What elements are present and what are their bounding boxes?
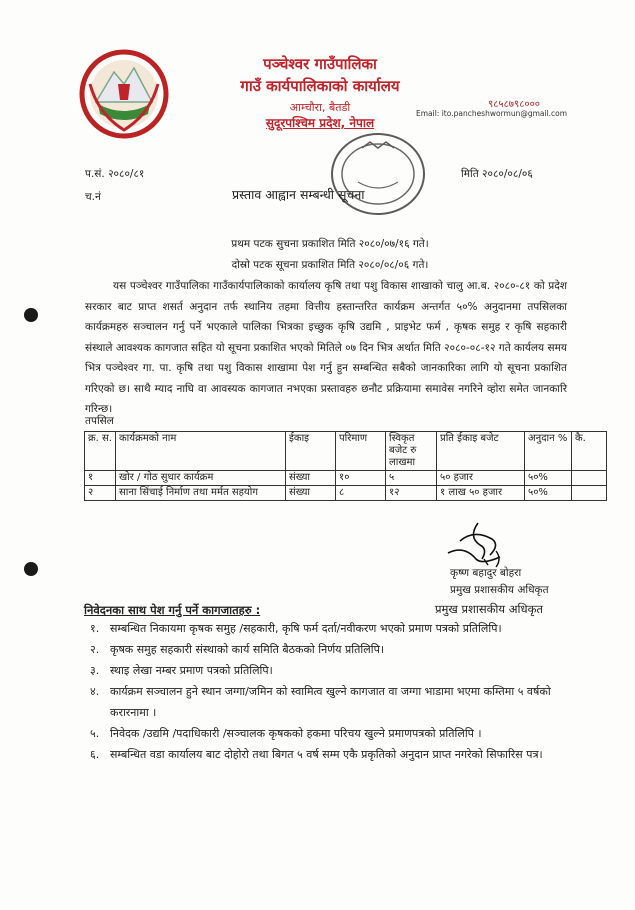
schedule-label: तपसिल [85, 415, 114, 427]
punch-hole [24, 562, 38, 576]
table-cell: १ लाख ५० हजार [437, 486, 525, 501]
first-publication-date: प्रथम पटक सुचना प्रकाशित मिति २०८०/०७/१६ गते। [231, 238, 429, 250]
column-header: परिमाण [336, 432, 386, 471]
designation-stamp: प्रमुख प्रशासकीय अधिकृत [435, 602, 543, 616]
office-stamp-icon [318, 122, 438, 222]
table-cell: १२ [386, 486, 437, 501]
office-name: पञ्चेश्वर गाउँपालिका [263, 55, 377, 73]
dispatch-number: च.नं [85, 191, 101, 203]
notice-date: मिति २०८०/०८/०६ [461, 168, 533, 180]
column-header: स्विकृत बजेट रु लाखमा [386, 432, 437, 471]
required-documents-title: निवेदनका साथ पेश गर्नु पर्ने कागजातहरु : [84, 603, 261, 617]
column-header: क्र. स. [85, 432, 116, 471]
table-row [85, 471, 607, 486]
office-province: सुदूरपश्चिम प्रदेश, नेपाल [265, 116, 375, 130]
table-cell: संख्या [286, 486, 336, 501]
office-subname: गाउँ कार्यपालिकाको कार्यालय [240, 77, 400, 95]
table-cell: २ [85, 486, 116, 501]
table-row [85, 486, 607, 501]
notice-body: यस पञ्चेश्वर गाउँपालिका गाउँकार्यपालिकाको कार्यालय कृषि तथा पशु विकास शाखाको चालु आ.ब. २०८०-८१ को प्रदेश सरकार बाट प्राप्त शसर्त अनुदान तर्फ स्थानिय तहमा वित्तीय हस्तान्तरित कार्यक्रम अन्तर्गत ५०% अनुदानमा तपसिलका कार्यक्रमहरु सञ्चालन गर्नु पर्ने भएकाले पालिका भित्रका इच्छुक कृषि उद्यमि , प्राइभेट फर्म , कृषक समुह र कृषि सहकारी संस्थाले आवश्यक कागजात सहित यो सूचना प्रकाशित भएको मितिले ०७ दिन भित्र अर्थात मिति २०८०-०८-१२ गते कार्यलय समय भित्र पञ्चेश्वर गा. पा. कृषि तथा पशु विकास शाखामा पेश गर्नु हुन सम्बन्धित सबैको जानकारिका लागि यो सूचना प्रकाशित गरिएको छ। साथै म्याद नाघि वा आवस्यक कागजात नभएका प्रस्तावहरु छनौट प्रक्रियामा समावेस नगरिने व्होरा समेत जानकारि गरिन्छ। [85, 280, 567, 415]
table-cell: साना सिंचाई निर्माण तथा मर्मत सहयोग [116, 486, 286, 501]
office-email: Email: ito.pancheshwormun@gmail.com [416, 109, 568, 118]
table-cell: ५०% [525, 486, 572, 501]
table-cell: ५० हजार [437, 471, 525, 486]
table-cell: १० [336, 471, 386, 486]
signature-icon [408, 515, 508, 570]
table-cell: ८ [336, 486, 386, 501]
reference-number: प.सं. २०८०/८१ [85, 168, 145, 180]
table-cell: १ [85, 471, 116, 486]
table-cell: संख्या [286, 471, 336, 486]
list-item: ६. सम्बन्धित वडा कार्यालय बाट दोहोरो तथा बिगत ५ वर्ष सम्म एकै प्रकृतिको अनुदान प्राप्त नगरेको सिफारिस पत्र। [90, 748, 543, 761]
column-header: अनुदान % [525, 432, 572, 471]
list-item: ३. स्थाइ लेखा नम्बर प्रमाण पत्रको प्रतिलिपि। [90, 664, 273, 677]
program-schedule-table [84, 431, 607, 501]
required-documents-list [90, 618, 590, 765]
list-item: ५. निवेदक /उद्यमि /पदाधिकारी /सञ्चालक कृषकको हकमा परिचय खुल्ने प्रमाणपत्रको प्रतिलिपि । [90, 727, 482, 740]
table-header-row [85, 432, 607, 471]
column-header: प्रति ईकाइ बजेट [437, 432, 525, 471]
column-header: ईकाइ [286, 432, 336, 471]
list-item: १. सम्बन्धित निकायमा कृषक समुह /सहकारी, कृषि फर्म दर्ता/नवीकरण भएको प्रमाण पत्रको प्रतिलिपि। [90, 622, 502, 635]
list-item: २. कृषक समुह सहकारी संस्थाको कार्य समिति बैठकको निर्णय प्रतिलिपि। [90, 643, 384, 656]
second-publication-date: दोस्रो पटक सूचना प्रकाशित मिति २०८०/०८/०६ गते। [231, 259, 429, 271]
table-cell: ५०% [525, 471, 572, 486]
table-cell [572, 471, 607, 486]
table-cell [572, 486, 607, 501]
office-phone: ९८५८७९८००० [488, 99, 540, 110]
signatory-name: कृष्ण बहादुर बोहरा [450, 567, 522, 579]
table-cell: खोर / गोठ सुधार कार्यक्रम [116, 471, 286, 486]
table-cell: ५ [386, 471, 437, 486]
punch-hole [24, 308, 38, 322]
column-header: कार्यक्रमको नाम [116, 432, 286, 471]
signatory-designation: प्रमुख प्रशासकीय अधिकृत [450, 584, 549, 596]
column-header: कै. [572, 432, 607, 471]
government-emblem-icon [78, 48, 170, 140]
office-address: आम्चौरा, बैतडी [289, 101, 351, 114]
list-item: ४. कार्यक्रम सञ्चालन हुने स्थान जग्गा/जमिन को स्वामित्व खुल्ने कागजात वा जग्गा भाडामा भएमा कम्तिमा ५ वर्षको करारनामा । [90, 685, 551, 719]
notice-title: प्रस्ताव आह्वान सम्बन्धी सूचना [232, 187, 365, 202]
